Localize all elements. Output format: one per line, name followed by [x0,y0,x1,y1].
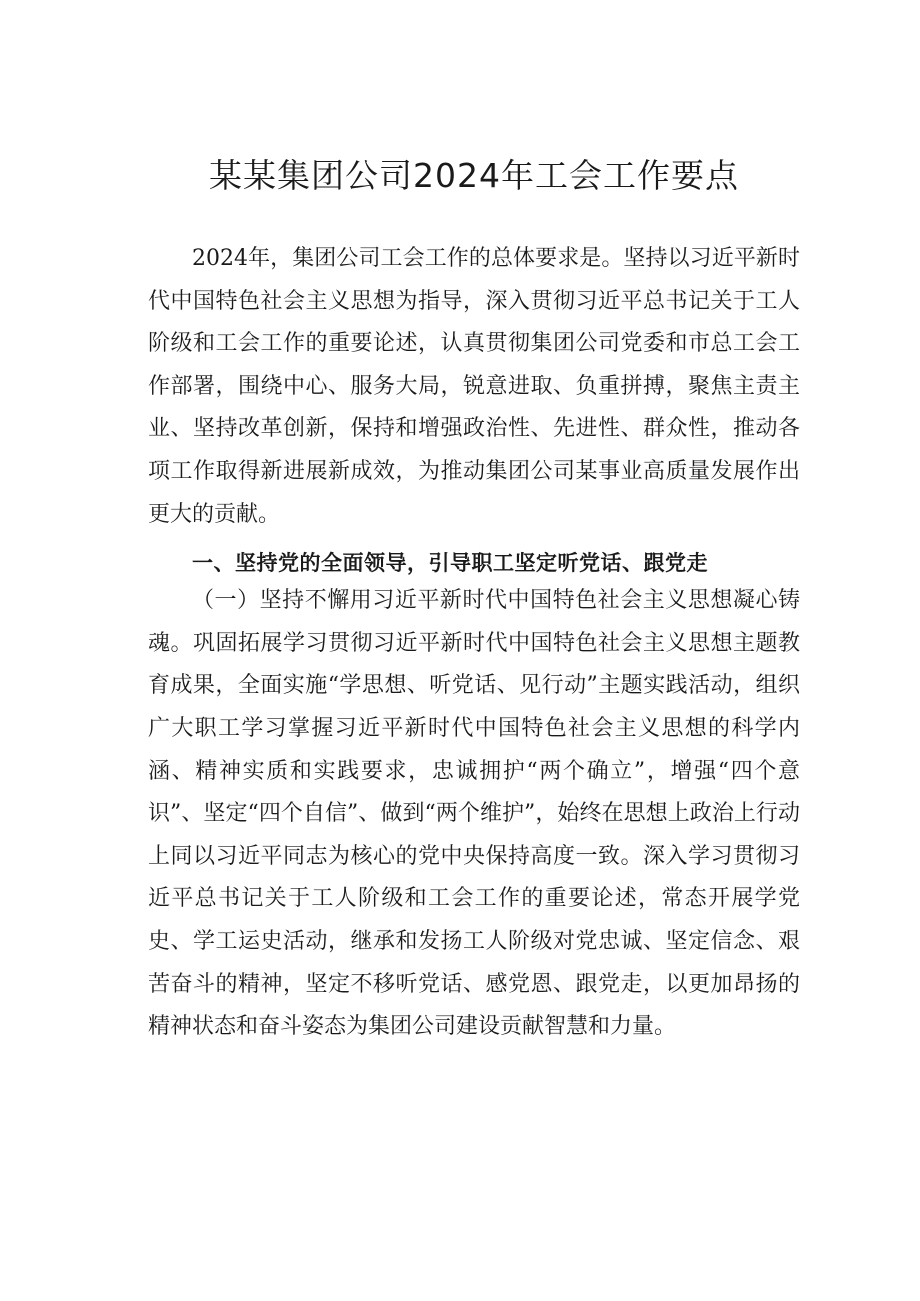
document-title: 某某集团公司2024年工会工作要点 [209,156,739,195]
section-heading: 一、坚持党的全面领导，引导职工坚定听党话、跟党走 [192,551,708,576]
intro-paragraph: 2024年，集团公司工会工作的总体要求是。坚持以习近平新时代中国特色社会主义思想为指导，深入贯彻习近平总书记关于工人阶级和工会工作的重要论述，认真贯彻集团公司党委和市总工会工作部署，围绕中心、服务大局，锐意进取、负重拼搏，聚焦主责主业、坚持改革创新，保持和增强政治性、先进性、群众性，推动各项工作取得新进展新成效，为推动集团公司某事业高质量发展作出更大的贡献。 [148,246,800,527]
document-page [148,150,800,1049]
section-paragraph: （一）坚持不懈用习近平新时代中国特色社会主义思想凝心铸魂。巩固拓展学习贯彻习近平新时代中国特色社会主义思想主题教育成果，全面实施“学思想、听党话、见行动”主题实践活动，组织广大职工学习掌握习近平新时代中国特色社会主义思想的科学内涵、精神实质和实践要求，忠诚拥护“两个确立”，增强“四个意识”、坚定“四个自信”、做到“两个维护”，始终在思想上政治上行动上同以习近平同志为核心的党中央保持高度一致。深入学习贯彻习近平总书记关于工人阶级和工会工作的重要论述，常态开展学党史、学工运史活动，继承和发扬工人阶级对党忠诚、坚定信念、艰苦奋斗的精神，坚定不移听党话、感党恩、跟党走，以更加昂扬的精神状态和奋斗姿态为集团公司建设贡献智慧和力量。 [148,588,800,1040]
